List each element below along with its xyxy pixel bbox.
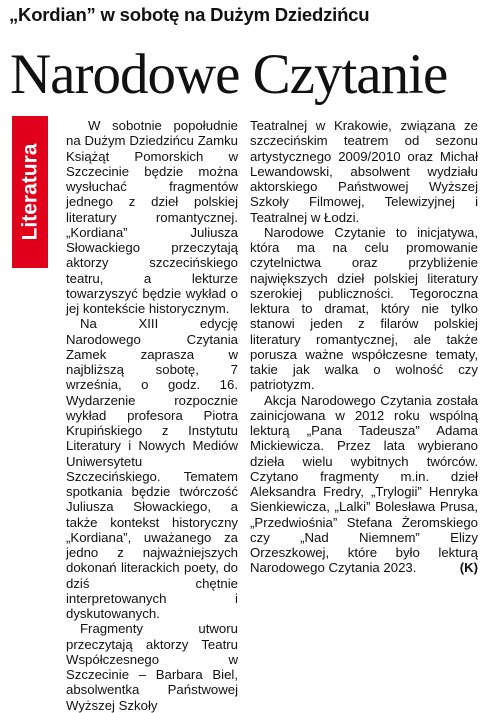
article-paragraph: Teatralnej w Krakowie, związana ze szczecińskim teatrem od sezonu artystycznego 2009/2010 oraz Michał Lewandowski, absolwent wydziału aktorskiego Państwowej Wyższej Szkoły Filmowej, Telewizyjnej i Teatralnej w Łodzi. [250,118,478,225]
article-paragraph: Narodowe Czytanie to inicjatywa, która ma na celu promowanie czytelnictwa oraz przybliżenie największych dzieł polskiej literatury szerokiej publiczności. Tegoroczna lektura to dramat, który nie tylko stanowi jeden z filarów polskiej literatury romantycznej, ale także porusza ważne współczesne tematy, takie jak walka o wolność czy patriotyzm. [250,224,478,393]
section-tag-label: Literatura [18,143,42,241]
article-headline: Narodowe Czytanie [10,43,448,106]
section-tag [12,116,48,268]
article-column-1 [66,118,238,713]
article-paragraph [250,393,478,576]
article-column-2 [250,118,478,576]
article-paragraph: W sobotnie popołudnie na Dużym Dziedzińcu Zamku Książąt Pomorskich w Szczecinie będzie można wysłuchać fragmentów jednego z dzieł polskiej literatury romantycznej. „Kordiana” Juliusza Słowackiego przeczytają aktorzy szczecińskiego teatru, a lekturze towarzyszyć będzie wykład o jej kontekście historycznym. [66,118,238,316]
author-signature: (K) [459,560,478,576]
article-paragraph: Na XIII edycję Narodowego Czytania Zamek zaprasza w najbliższą sobotę, 7 września, o godz. 16. Wydarzenie rozpocznie wykład profesora Piotra Krupińskiego z Instytutu Literatury i Nowych Mediów Uniwersytetu Szczecińskiego. Tematem spotkania będzie twórczość Juliusza Słowackiego, a także kontekst historyczny „Kordiana”, uważanego za jedno z najważniejszych dokonań literackich poety, do dziś chętnie interpretowanych i dyskutowanych. [66,316,238,621]
article-paragraph-text: Akcja Narodowego Czytania została zainicjowana w 2012 roku wspólną lekturą „Pana Tadeusza” Adama Mickiewicza. Przez lata wybierano dzieła wielu wybitnych twórców. Czytano fragmenty m.in. dzieł Aleksandra Fredry, „Trylogii” Henryka Sienkiewicza, „Lalki” Bolesława Prusa, „Przedwiośnia” Stefana Żeromskiego czy „Nad Niemnem” Elizy Orzeszkowej, które było lekturą Narodowego Czytania 2023. [250,392,478,576]
article-paragraph: Fragmenty utworu przeczytają aktorzy Teatru Współczesnego w Szczecinie – Barbara Biel, absolwentka Państwowej Wyższej Szkoły [66,621,238,713]
article-kicker: „Kordian” w sobotę na Dużym Dziedzińcu [9,4,370,25]
